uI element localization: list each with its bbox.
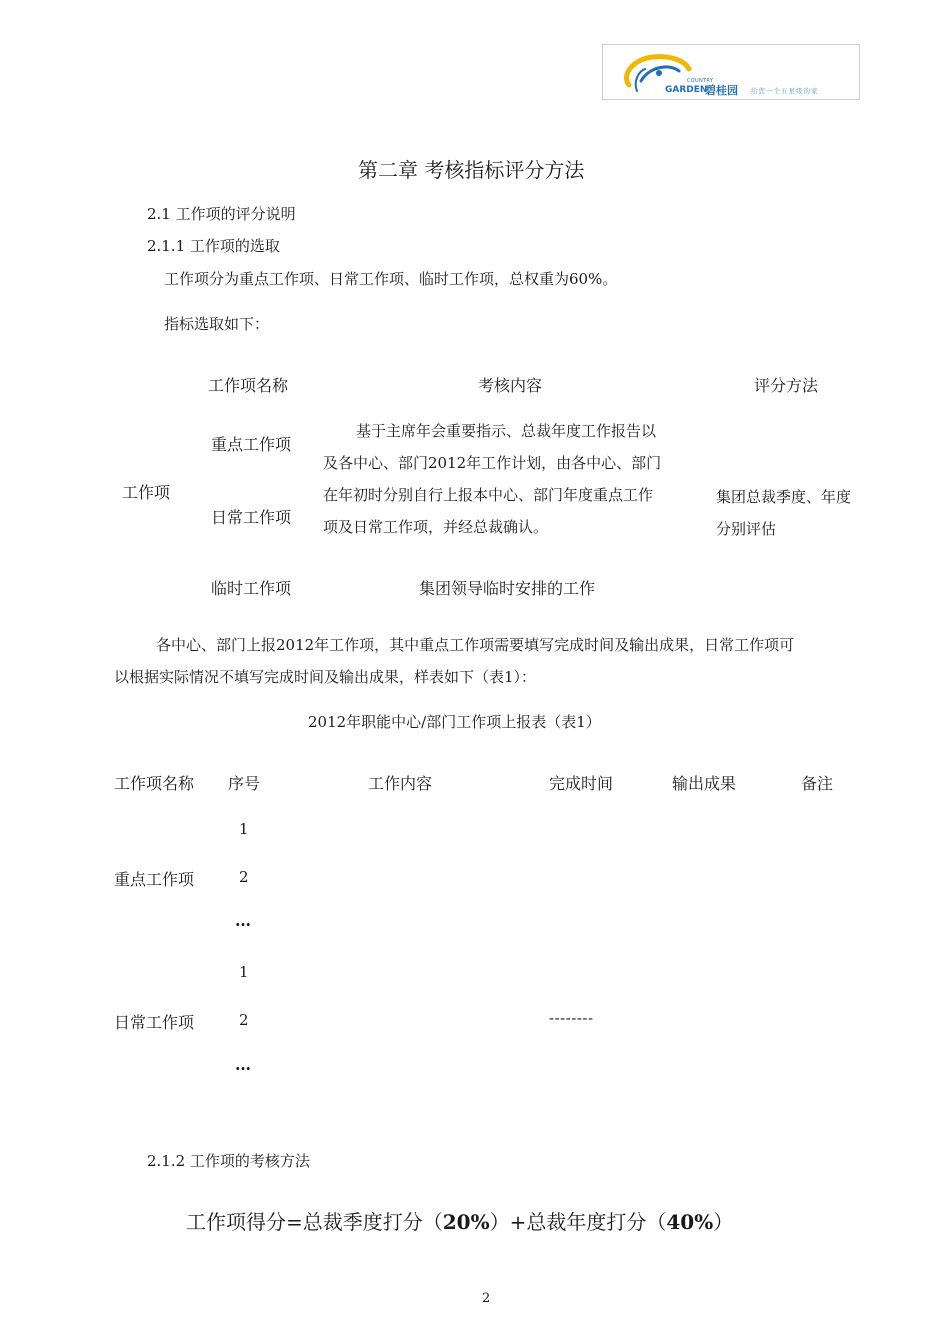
indicator-item-key: 重点工作项 (211, 435, 292, 454)
indicator-group-label: 工作项 (122, 483, 171, 502)
indicator-content-line: 及各中心、部门2012年工作计划，由各中心、部门 (323, 454, 662, 472)
formula-part-3: ） (713, 1210, 734, 1234)
indicator-method-line: 集团总裁季度、年度 (716, 488, 852, 506)
table-row-seq: 1 (239, 963, 249, 981)
page-number: 2 (482, 1291, 491, 1306)
formula-part-1: 工作项得分=总裁季度打分（ (186, 1210, 443, 1234)
indicator-item-daily: 日常工作项 (211, 508, 292, 527)
company-logo (602, 44, 860, 100)
indicator-header-name: 工作项名称 (208, 376, 289, 395)
table1-header-seq: 序号 (228, 774, 261, 793)
indicator-method-line: 分别评估 (716, 520, 777, 538)
chapter-title: 第二章 考核指标评分方法 (358, 158, 585, 182)
table-row-seq: 2 (239, 1011, 249, 1029)
indicator-content-line: 基于主席年会重要指示、总裁年度工作报告以 (356, 422, 657, 440)
section-2-1-heading: 2.1 工作项的评分说明 (147, 205, 296, 223)
indicator-intro: 指标选取如下： (164, 315, 270, 333)
formula-pct-annual: 40% (666, 1210, 714, 1234)
logo-slogan: 给您一个五星级的家 (751, 87, 819, 95)
indicator-content-line: 在年初时分别自行上报本中心、部门年度重点工作 (323, 486, 654, 504)
table1-caption: 2012年职能中心/部门工作项上报表（表1） (308, 713, 601, 731)
table-row-seq-ellipsis: … (235, 911, 251, 930)
indicator-header-content: 考核内容 (478, 376, 543, 395)
indicator-content-line: 项及日常工作项，并经总裁确认。 (323, 518, 549, 536)
table1-header-deadline: 完成时间 (549, 774, 614, 793)
logo-brand-en: GARDEN (665, 85, 708, 95)
indicator-content-temporary: 集团领导临时安排的工作 (419, 579, 596, 598)
logo-brand-cn: 碧桂园 (705, 84, 738, 97)
intro-text: 工作项分为重点工作项、日常工作项、临时工作项，总权重为60%。 (164, 270, 618, 288)
table1-placeholder-dashes: -------- (549, 1009, 594, 1027)
table1-header-remark: 备注 (801, 774, 834, 793)
indicator-header-method: 评分方法 (754, 376, 819, 395)
section-2-1-2-heading: 2.1.2 工作项的考核方法 (147, 1152, 310, 1170)
logo-small-text: COUNTRY (687, 78, 714, 84)
report-paragraph-line-2: 以根据实际情况不填写完成时间及输出成果，样表如下（表1）： (114, 668, 537, 686)
indicator-item-temporary: 临时工作项 (211, 579, 292, 598)
formula-part-2: ）+总裁年度打分（ (489, 1210, 667, 1234)
section-2-1-1-heading: 2.1.1 工作项的选取 (147, 237, 280, 255)
table-row-seq: 2 (239, 868, 249, 886)
table1-header-content: 工作内容 (368, 774, 433, 793)
table1-group-daily: 日常工作项 (114, 1013, 195, 1032)
table1-header-output: 输出成果 (672, 774, 737, 793)
table1-header-name: 工作项名称 (114, 774, 195, 793)
table-row-seq-ellipsis: … (235, 1055, 251, 1074)
formula-pct-quarterly: 20% (442, 1210, 490, 1234)
table-row-seq: 1 (239, 820, 249, 838)
report-paragraph-line-1: 各中心、部门上报2012年工作项，其中重点工作项需要填写完成时间及输出成果，日常工作项可 (156, 636, 795, 654)
score-formula (186, 1206, 733, 1235)
table1-group-key: 重点工作项 (114, 870, 195, 889)
